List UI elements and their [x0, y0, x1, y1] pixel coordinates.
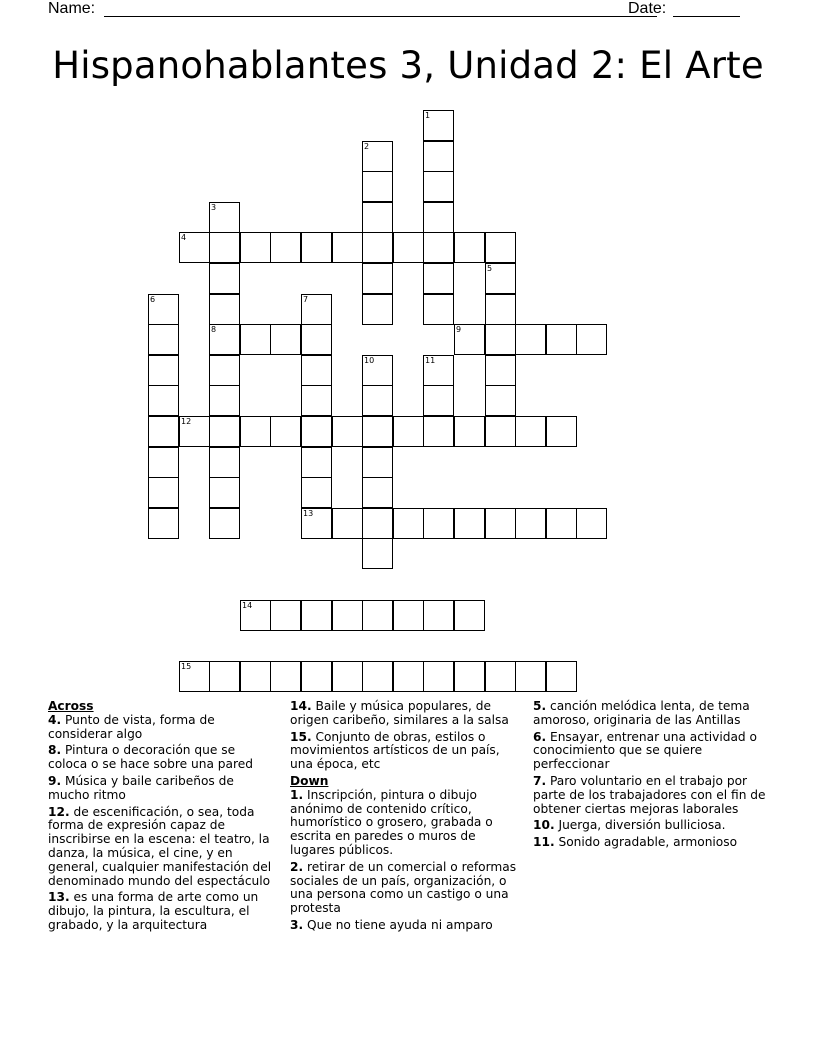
clue-across-15 [290, 731, 522, 772]
clue-text: Pintura o decoración que se coloca o se hace sobre una pared [48, 743, 253, 772]
cell-number: 15 [181, 662, 192, 671]
crossword-cell[interactable] [240, 232, 271, 263]
clue-down-1 [290, 789, 522, 858]
clue-text: Baile y música populares, de origen caribeño, similares a la salsa [290, 699, 509, 727]
clue-text: Conjunto de obras, estilos o movimientos artísticos de un país, una época, etc [290, 729, 500, 772]
crossword-cell[interactable] [362, 600, 393, 631]
crossword-cell[interactable] [209, 355, 240, 386]
clue-across-13 [48, 891, 273, 932]
clue-text: Que no tiene ayuda ni amparo [307, 917, 493, 932]
clue-down-6 [533, 731, 773, 772]
clue-number: 15. [290, 729, 312, 744]
crossword-cell[interactable] [485, 385, 516, 416]
crossword-cell[interactable] [148, 385, 179, 416]
crossword-cell[interactable] [423, 110, 454, 141]
clue-number: 5. [533, 699, 547, 713]
crossword-cell[interactable] [179, 661, 210, 692]
clue-across-12 [48, 806, 273, 889]
clue-number: 12. [48, 804, 70, 819]
clue-number: 7. [533, 773, 547, 788]
crossword-cell[interactable] [270, 600, 301, 631]
crossword-cell[interactable] [485, 661, 516, 692]
crossword-cell[interactable] [270, 324, 301, 355]
crossword-cell[interactable] [209, 294, 240, 325]
cell-number: 12 [181, 417, 192, 426]
crossword-cell[interactable] [209, 661, 240, 692]
crossword-cell[interactable] [301, 232, 332, 263]
crossword-cell[interactable] [301, 324, 332, 355]
crossword-cell[interactable] [454, 232, 485, 263]
crossword-cell[interactable] [301, 600, 332, 631]
crossword-cell[interactable] [240, 600, 271, 631]
crossword-cell[interactable] [332, 600, 363, 631]
crossword-cell[interactable] [423, 171, 454, 202]
cell-number: 4 [181, 233, 187, 242]
crossword-cell[interactable] [423, 202, 454, 233]
clue-text: Paro voluntario en el trabajo por parte de los trabajadores con el fin de obtener ciertas mejoras laborales [533, 773, 766, 816]
crossword-cell[interactable] [423, 263, 454, 294]
clue-text: Inscripción, pintura o dibujo anónimo de contenido crítico, humorístico o grosero, grabada o escrita en paredes o muros de lugares públicos. [290, 787, 493, 857]
cell-number: 1 [425, 111, 431, 120]
crossword-cell[interactable] [209, 447, 240, 478]
clue-across-14 [290, 700, 522, 728]
crossword-cell[interactable] [209, 263, 240, 294]
crossword-cell[interactable] [423, 508, 454, 539]
crossword-cell[interactable] [485, 232, 516, 263]
crossword-cell[interactable] [515, 508, 546, 539]
clues-column-1 [48, 700, 273, 936]
crossword-cell[interactable] [362, 232, 393, 263]
crossword-cell[interactable] [546, 508, 577, 539]
clue-down-3 [290, 919, 522, 933]
crossword-cell[interactable] [485, 508, 516, 539]
crossword-cell[interactable] [515, 661, 546, 692]
crossword-cell[interactable] [362, 263, 393, 294]
crossword-cell[interactable] [209, 508, 240, 539]
clue-number: 9. [48, 773, 62, 788]
crossword-cell[interactable] [179, 232, 210, 263]
crossword-cell[interactable] [179, 416, 210, 447]
crossword-cell[interactable] [423, 385, 454, 416]
crossword-cell[interactable] [362, 661, 393, 692]
crossword-cell[interactable] [148, 294, 179, 325]
crossword-cell[interactable] [485, 324, 516, 355]
crossword-cell[interactable] [209, 232, 240, 263]
crossword-cell[interactable] [515, 416, 546, 447]
crossword-cell[interactable] [301, 294, 332, 325]
crossword-cell[interactable] [546, 324, 577, 355]
crossword-cell[interactable] [393, 508, 424, 539]
clue-down-5 [533, 700, 773, 728]
crossword-cell[interactable] [301, 416, 332, 447]
crossword-cell[interactable] [362, 202, 393, 233]
crossword-cell[interactable] [362, 477, 393, 508]
crossword-cell[interactable] [148, 477, 179, 508]
crossword-cell[interactable] [148, 355, 179, 386]
clue-text: es una forma de arte como un dibujo, la pintura, la escultura, el grabado, y la arquitectura [48, 890, 259, 932]
crossword-cell[interactable] [270, 416, 301, 447]
crossword-cell[interactable] [240, 416, 271, 447]
clue-text: Sonido agradable, armonioso [558, 835, 738, 850]
clue-number: 8. [48, 743, 62, 758]
crossword-cell[interactable] [546, 661, 577, 692]
crossword-cell[interactable] [423, 232, 454, 263]
down-heading: Down [290, 773, 329, 788]
crossword-cell[interactable] [423, 294, 454, 325]
crossword-cell[interactable] [423, 141, 454, 172]
crossword-cell[interactable] [301, 447, 332, 478]
crossword-cell[interactable] [393, 600, 424, 631]
cell-number: 11 [425, 356, 436, 365]
crossword-cell[interactable] [576, 324, 607, 355]
crossword-cell[interactable] [148, 324, 179, 355]
crossword-cell[interactable] [454, 661, 485, 692]
clue-number: 13. [48, 890, 70, 905]
page-title: Hispanohablantes 3, Unidad 2: El Arte [52, 44, 764, 87]
crossword-cell[interactable] [423, 661, 454, 692]
crossword-cell[interactable] [332, 661, 363, 692]
crossword-cell[interactable] [485, 355, 516, 386]
cell-number: 6 [150, 295, 156, 304]
crossword-cell[interactable] [301, 477, 332, 508]
clue-text: Juerga, diversión bulliciosa. [558, 818, 726, 833]
cell-number: 10 [364, 356, 375, 365]
crossword-cell[interactable] [209, 385, 240, 416]
crossword-cell[interactable] [454, 600, 485, 631]
clue-text: de escenificación, o sea, toda forma de expresión capaz de inscribirse en la escena: el teatro, la danza, la música, el cine, y en general, cualquier manifestación del denominado mundo del espectáculo [48, 804, 272, 888]
clues-column-2 [290, 700, 522, 936]
crossword-cell[interactable] [301, 355, 332, 386]
crossword-cell[interactable] [209, 477, 240, 508]
crossword-cell[interactable] [454, 508, 485, 539]
crossword-cell[interactable] [485, 294, 516, 325]
crossword-cell[interactable] [148, 447, 179, 478]
clues-column-3 [533, 700, 773, 853]
crossword-cell[interactable] [454, 324, 485, 355]
crossword-cell[interactable] [423, 355, 454, 386]
crossword-cell[interactable] [423, 416, 454, 447]
clue-text: canción melódica lenta, de tema amoroso, originaria de las Antillas [533, 699, 750, 727]
name-label: Name: [48, 0, 96, 17]
crossword-cell[interactable] [270, 661, 301, 692]
clue-number: 1. [290, 787, 304, 802]
clue-number: 11. [533, 835, 555, 850]
cell-number: 3 [211, 203, 217, 212]
clue-text: Ensayar, entrenar una actividad o conocimiento que se quiere perfeccionar [533, 729, 757, 772]
crossword-cell[interactable] [485, 263, 516, 294]
crossword-cell[interactable] [148, 416, 179, 447]
cell-number: 5 [487, 264, 493, 273]
clue-across-8 [48, 744, 273, 772]
crossword-cell[interactable] [240, 661, 271, 692]
crossword-cell[interactable] [423, 600, 454, 631]
crossword-cell[interactable] [332, 508, 363, 539]
crossword-cell[interactable] [209, 202, 240, 233]
crossword-cell[interactable] [332, 416, 363, 447]
crossword-cell[interactable] [301, 661, 332, 692]
clue-down-7 [533, 775, 773, 816]
crossword-cell[interactable] [485, 416, 516, 447]
clue-down-10 [533, 819, 773, 833]
crossword-cell[interactable] [393, 232, 424, 263]
clue-number: 14. [290, 699, 312, 713]
clue-number: 10. [533, 818, 555, 833]
cell-number: 7 [303, 295, 309, 304]
crossword-cell[interactable] [362, 141, 393, 172]
clue-across-9 [48, 775, 273, 803]
clue-down-11 [533, 836, 773, 850]
cell-number: 13 [303, 509, 314, 518]
cell-number: 14 [242, 601, 253, 610]
crossword-cell[interactable] [148, 508, 179, 539]
clue-number: 3. [290, 917, 304, 932]
crossword-cell[interactable] [301, 385, 332, 416]
crossword-cell[interactable] [546, 416, 577, 447]
date-label: Date: [628, 0, 667, 17]
across-heading: Across [48, 699, 94, 713]
crossword-cell[interactable] [362, 171, 393, 202]
clue-number: 2. [290, 859, 304, 874]
cell-number: 9 [456, 325, 462, 334]
crossword-cell[interactable] [209, 416, 240, 447]
crossword-cell[interactable] [362, 538, 393, 569]
crossword-cell[interactable] [362, 447, 393, 478]
crossword-cell[interactable] [393, 661, 424, 692]
clue-number: 6. [533, 729, 547, 744]
cell-number: 8 [211, 325, 217, 334]
crossword-cell[interactable] [209, 324, 240, 355]
crossword-cell[interactable] [362, 355, 393, 386]
crossword-cell[interactable] [332, 232, 363, 263]
crossword-cell[interactable] [515, 324, 546, 355]
crossword-cell[interactable] [240, 324, 271, 355]
crossword-cell[interactable] [362, 416, 393, 447]
clue-down-2 [290, 861, 522, 916]
clue-text: retirar de un comercial o reformas sociales de un país, organización, o una persona como un castigo o una protesta [290, 859, 517, 916]
clue-across-4 [48, 714, 273, 742]
clue-text: Punto de vista, forma de considerar algo [48, 712, 215, 741]
clue-number: 4. [48, 712, 62, 727]
crossword-cell[interactable] [362, 385, 393, 416]
crossword-cell[interactable] [454, 416, 485, 447]
clue-text: Música y baile caribeños de mucho ritmo [48, 773, 234, 802]
crossword-cell[interactable] [270, 232, 301, 263]
crossword-cell[interactable] [362, 508, 393, 539]
crossword-cell[interactable] [393, 416, 424, 447]
crossword-cell[interactable] [576, 508, 607, 539]
cell-number: 2 [364, 142, 370, 151]
crossword-cell[interactable] [362, 294, 393, 325]
crossword-cell[interactable] [301, 508, 332, 539]
